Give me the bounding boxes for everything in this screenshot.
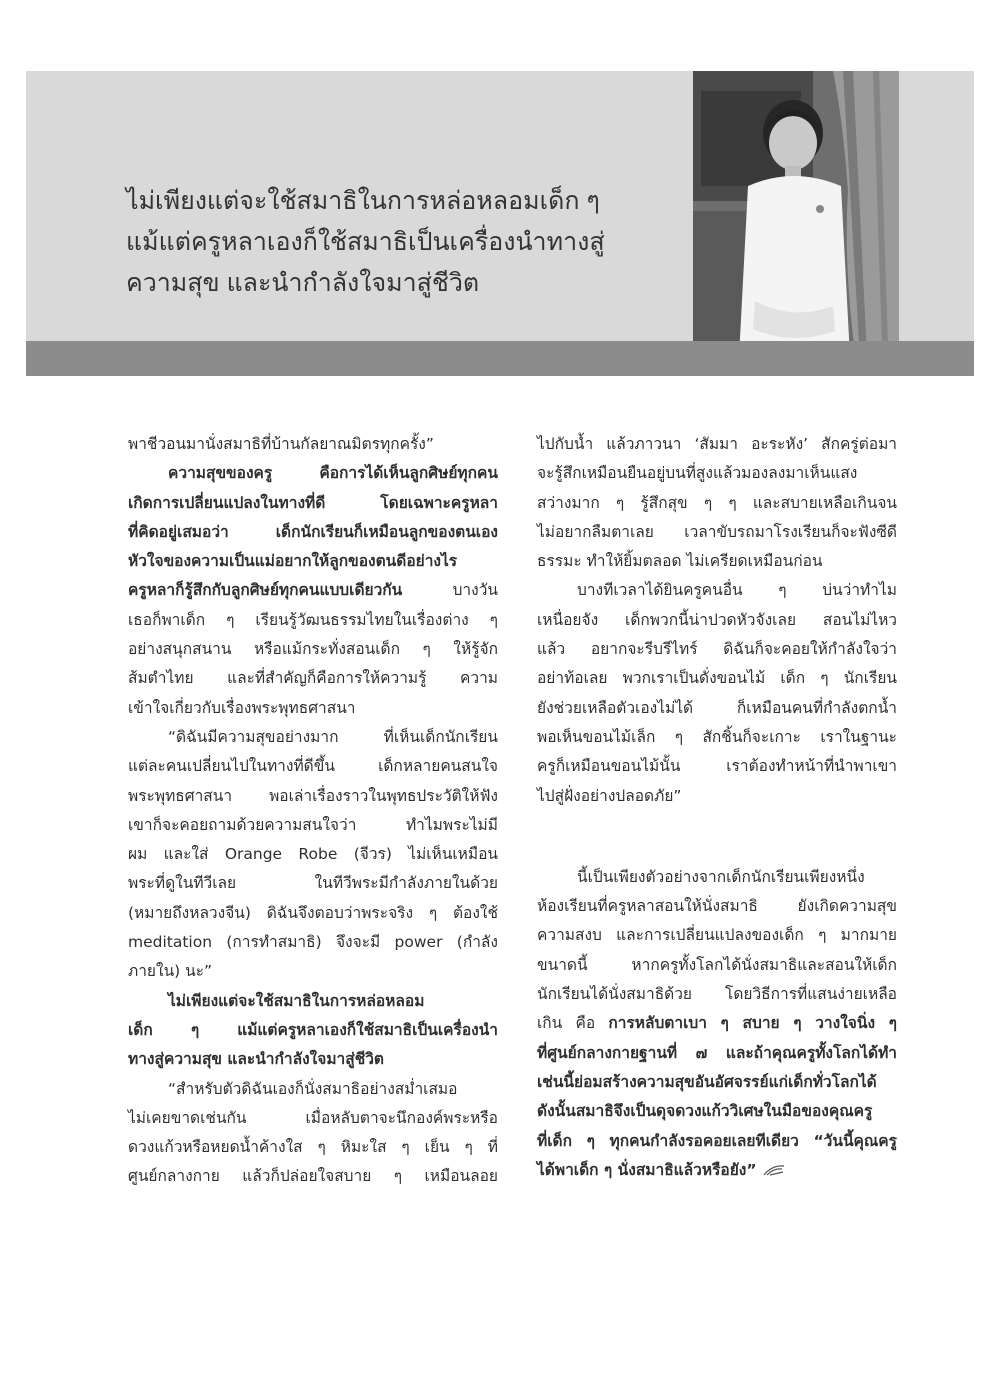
text-line: แล้ว อยากจะรีบรีไทร์ ดิฉันก็จะคอยให้กำลังใจว่า bbox=[537, 640, 897, 659]
text-line: นักเรียนได้นั่งสมาธิด้วย โดยวิธีการที่แสนง่ายเหลือ bbox=[537, 985, 897, 1004]
text-line: ที่ศูนย์กลางกายฐานที่ ๗ และถ้าคุณครูทั้งโลกได้ทำ bbox=[537, 1043, 897, 1062]
text-line: แต่ละคนเปลี่ยนไปในทางที่ดีขึ้น เด็กหลายคนสนใจ bbox=[128, 757, 498, 776]
text-line: พระพุทธศาสนา พอเล่าเรื่องราวในพุทธประวัติให้ฟัง bbox=[128, 786, 498, 805]
text-line: เกิดการเปลี่ยนแปลงในทางที่ดี โดยเฉพาะครูหลา bbox=[128, 493, 498, 512]
text-line: ความสงบ และการเปลี่ยนแปลงของเด็ก ๆ มากมาย bbox=[537, 926, 897, 945]
text-line: ธรรมะ ทำให้ยิ้มตลอด ไม่เครียดเหมือนก่อน bbox=[537, 552, 823, 571]
text-line: ขนาดนี้ หากครูทั้งโลกได้นั่งสมาธิและสอนให้เด็ก bbox=[537, 955, 897, 974]
banner-strip bbox=[26, 341, 974, 376]
bold-phrase: ครูหลาก็รู้สึกกับลูกศิษย์ทุกคนแบบเดียวกัน bbox=[128, 581, 403, 600]
pull-quote bbox=[126, 181, 686, 304]
text-line: ไม่อยากลืมตาเลย เวลาขับรถมาโรงเรียนก็จะฟังซีดี bbox=[537, 522, 897, 541]
closing-line: ได้พาเด็ก ๆ นั่งสมาธิแล้วหรือยัง” bbox=[537, 1160, 757, 1179]
text-line: “สำหรับตัวดิฉันเองก็นั่งสมาธิอย่างสม่ำเสมอ bbox=[168, 1079, 458, 1098]
bold-phrase: การหลับตาเบา ๆ สบาย ๆ วางใจนิ่ง ๆ bbox=[608, 1014, 897, 1033]
text-line: สว่างมาก ๆ รู้สึกสุข ๆ ๆ และสบายเหลือเกินจน bbox=[537, 493, 897, 512]
text-line: ไม่เคยขาดเช่นกัน เมื่อหลับตาจะนึกองค์พระหรือ bbox=[128, 1108, 498, 1127]
text-line: เขาก็จะคอยถามด้วยความสนใจว่า ทำไมพระไม่มี bbox=[128, 815, 498, 834]
text-fragment: บางวัน bbox=[452, 581, 498, 600]
text-line: ไปกับน้ำ แล้วภาวนา ‘สัมมา อะระหัง’ สักครู่ต่อมา bbox=[537, 435, 897, 453]
text-line: ศูนย์กลางกาย แล้วก็ปล่อยใจสบาย ๆ เหมือนลอย bbox=[128, 1167, 498, 1186]
text-line: ที่เด็ก ๆ ทุกคนกำลังรอคอยเลยทีเดียว “วันนี้คุณครู bbox=[537, 1131, 897, 1150]
pull-quote-line: ความสุข และนำกำลังใจมาสู่ชีวิต bbox=[126, 269, 480, 297]
text-line: เช่นนี้ย่อมสร้างความสุขอันอัศจรรย์แก่เด็กทั่วโลกได้ bbox=[537, 1072, 877, 1091]
header-banner bbox=[26, 71, 974, 376]
text-line: เธอก็พาเด็ก ๆ เรียนรู้วัฒนธรรมไทยในเรื่องต่าง ๆ bbox=[128, 610, 498, 629]
text-line: เหนื่อยจัง เด็กพวกนี้น่าปวดหัวจังเลย สอนไม่ไหว bbox=[537, 610, 897, 629]
text-line: พอเห็นขอนไม้เล็ก ๆ สักชิ้นก็จะเกาะ เราในฐานะ bbox=[537, 727, 897, 746]
text-line: ดวงแก้วหรือหยดน้ำค้างใส ๆ หิมะใส ๆ เย็น ๆ ที่ bbox=[128, 1138, 498, 1157]
pull-quote-line: แม้แต่ครูหลาเองก็ใช้สมาธิเป็นเครื่องนำทางสู่ bbox=[126, 228, 605, 256]
text-line: หัวใจของความเป็นแม่อยากให้ลูกของตนดีอย่างไร bbox=[128, 552, 458, 571]
text-line: ความสุขของครู คือการได้เห็นลูกศิษย์ทุกคน bbox=[168, 464, 498, 483]
text-fragment: เกิน คือ bbox=[537, 1014, 596, 1033]
teacher-photo bbox=[693, 71, 899, 376]
left-column bbox=[128, 430, 498, 1192]
text-line: พระที่ดูในทีวีเลย ในทีวีพระมีกำลังภายในด้วย bbox=[128, 874, 498, 893]
end-ornament-icon bbox=[763, 1163, 785, 1177]
text-line: เด็ก ๆ แม้แต่ครูหลาเองก็ใช้สมาธิเป็นเครื่องนำ bbox=[128, 1020, 498, 1039]
text-line: ที่คิดอยู่เสมอว่า เด็กนักเรียนก็เหมือนลูกของตนเอง bbox=[128, 522, 498, 541]
text-line: ไปสู่ฝั่งอย่างปลอดภัย” bbox=[537, 786, 682, 805]
text-line: พาชีวอนมานั่งสมาธิที่บ้านกัลยาณมิตรทุกครั้ง” bbox=[128, 435, 434, 453]
text-line: ผม และใส่ Orange Robe (จีวร) ไม่เห็นเหมือน bbox=[128, 845, 498, 864]
text-line bbox=[537, 1009, 897, 1038]
text-line: นี้เป็นเพียงตัวอย่างจากเด็กนักเรียนเพียงหนึ่ง bbox=[577, 867, 865, 886]
text-line bbox=[537, 1156, 897, 1185]
text-line: ยังช่วยเหลือตัวเองไม่ได้ ก็เหมือนคนที่กำลังตกน้ำ bbox=[537, 698, 897, 717]
text-line: ส้มตำไทย และที่สำคัญก็คือการให้ความรู้ ความ bbox=[128, 669, 498, 688]
text-line: (หมายถึงหลวงจีน) ดิฉันจึงตอบว่าพระจริง ๆ ต้องใช้ bbox=[128, 903, 498, 922]
text-line: ครูก็เหมือนขอนไม้นั้น เราต้องทำหน้าที่นำพาเขา bbox=[537, 757, 897, 776]
text-line: อย่างสนุกสนาน หรือแม้กระทั่งสอนเด็ก ๆ ให้รู้จัก bbox=[128, 640, 498, 659]
text-line: จะรู้สึกเหมือนยืนอยู่บนที่สูงแล้วมองลงมาเห็นแสง bbox=[537, 464, 858, 483]
text-line bbox=[128, 576, 498, 605]
text-line: อย่าท้อเลย พวกเราเป็นดั่งขอนไม้ เด็ก ๆ นักเรียน bbox=[537, 669, 897, 688]
text-line: ดังนั้นสมาธิจึงเป็นดุจดวงแก้ววิเศษในมือของคุณครู bbox=[537, 1102, 873, 1121]
text-line: ห้องเรียนที่ครูหลาสอนให้นั่งสมาธิ ยังเกิดความสุข bbox=[537, 897, 897, 916]
right-column bbox=[537, 430, 897, 1185]
text-line: ทางสู่ความสุข และนำกำลังใจมาสู่ชีวิต bbox=[128, 1050, 384, 1069]
text-line: ภายใน) นะ” bbox=[128, 962, 213, 981]
paragraph-gap bbox=[537, 811, 897, 863]
text-line: ไม่เพียงแต่จะใช้สมาธิในการหล่อหลอม bbox=[168, 991, 425, 1010]
pull-quote-line: ไม่เพียงแต่จะใช้สมาธิในการหล่อหลอมเด็ก ๆ bbox=[126, 187, 600, 215]
text-line: “ดิฉันมีความสุขอย่างมาก ที่เห็นเด็กนักเรียน bbox=[168, 727, 498, 746]
text-line: เข้าใจเกี่ยวกับเรื่องพระพุทธศาสนา bbox=[128, 698, 356, 717]
text-line: บางทีเวลาได้ยินครูคนอื่น ๆ บ่นว่าทำไม bbox=[577, 581, 897, 600]
text-line: meditation (การทำสมาธิ) จึงจะมี power (กำลัง bbox=[128, 933, 498, 952]
